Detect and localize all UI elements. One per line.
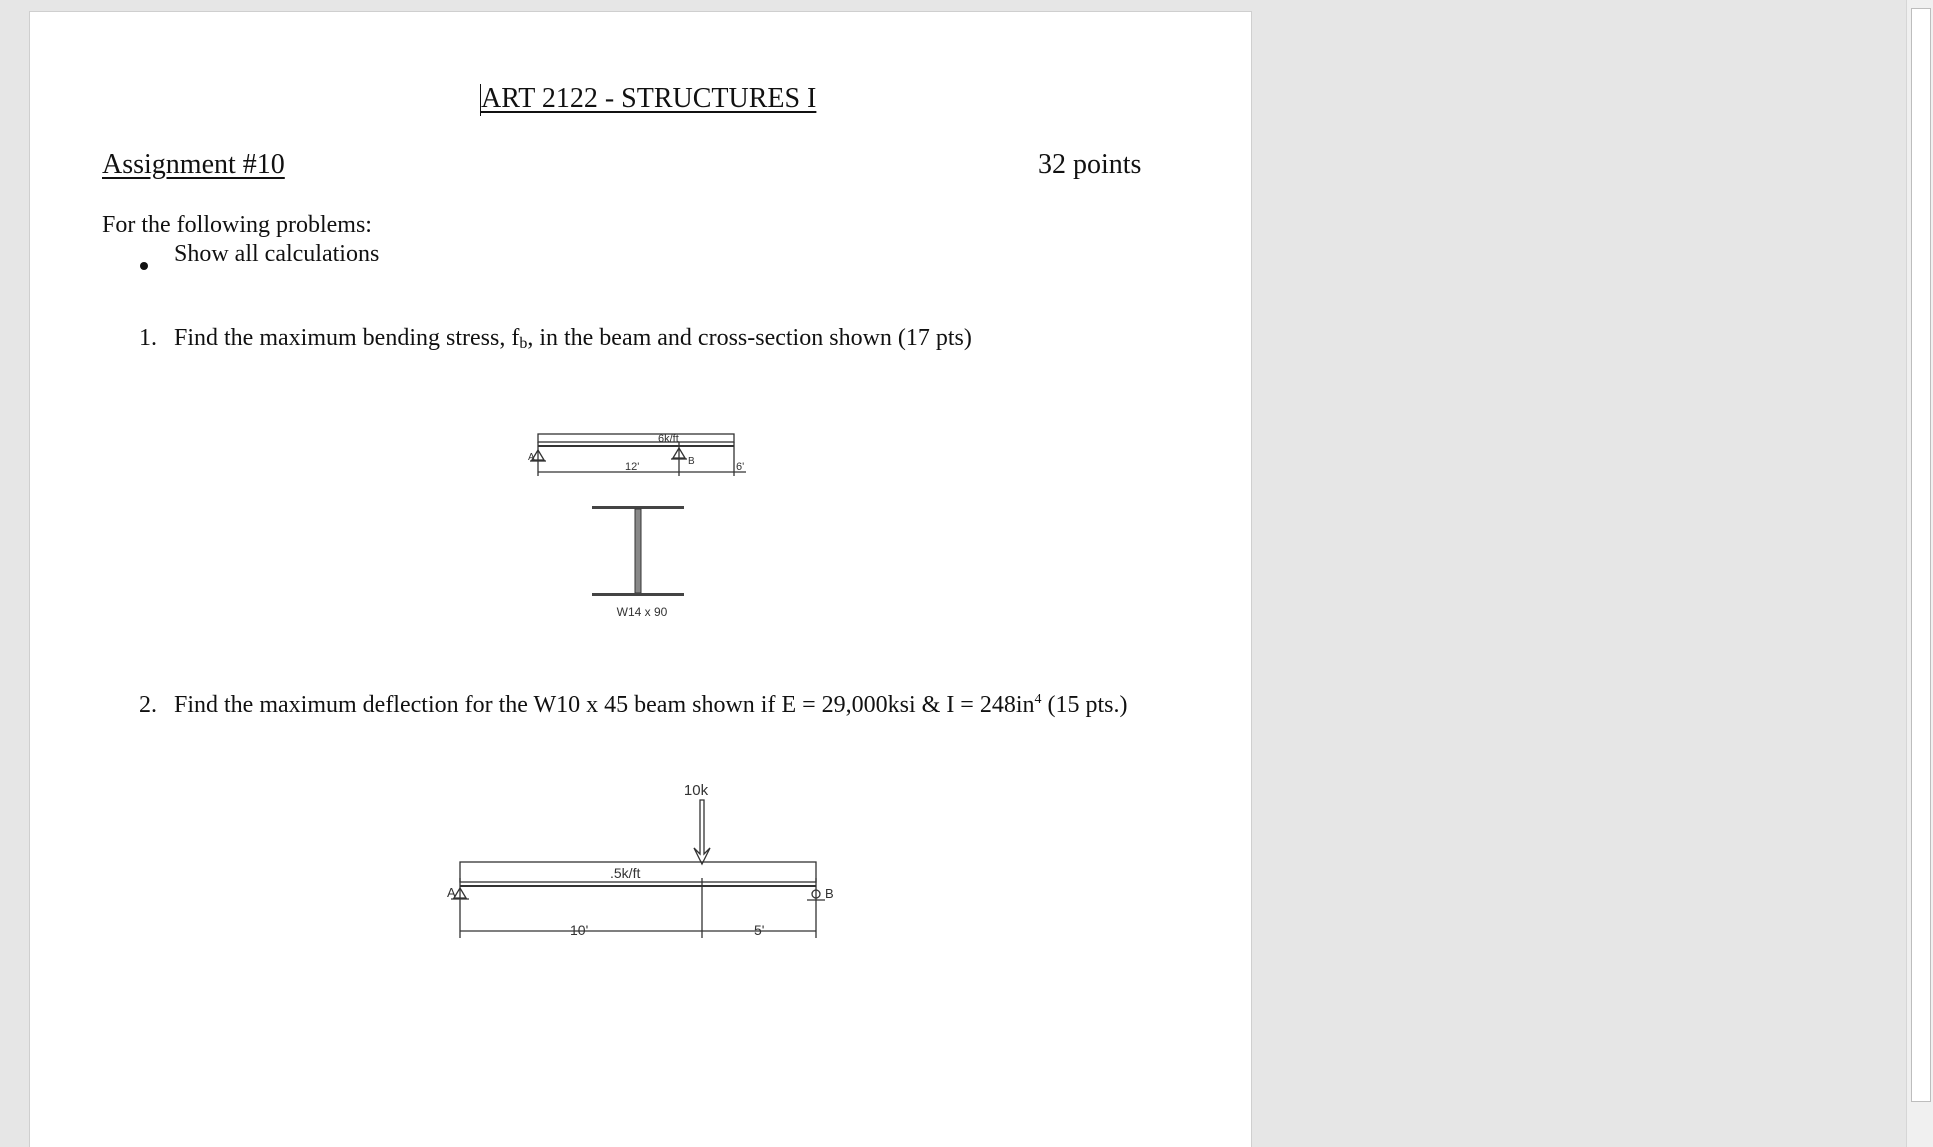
figure-1-section-label: W14 x 90 — [616, 605, 668, 619]
points-total: 32 points — [1038, 149, 1142, 180]
figure-1-cross-section — [592, 506, 684, 596]
scrollbar-thumb[interactable] — [1911, 8, 1931, 1102]
assignment-heading: Assignment #10 — [102, 149, 285, 180]
question-2-superscript: 4 — [1034, 692, 1042, 707]
figure-2-span-right-label: 5' — [754, 922, 765, 938]
figure-1-span-left-label: 12' — [625, 461, 640, 473]
figure-2-distributed-load-label: .5k/ft — [610, 865, 641, 881]
document-title: ART 2122 - STRUCTURES I — [481, 83, 817, 114]
figure-2-point-load-arrow-icon — [694, 800, 710, 864]
question-2-number: 2. — [139, 692, 157, 718]
figure-1-support-a-label: A — [528, 452, 535, 463]
figure-2-support-b-label: B — [825, 886, 834, 901]
question-1-number: 1. — [139, 325, 157, 351]
question-1-text-b: , in the beam and cross-section shown (17 pts) — [527, 325, 972, 351]
vertical-scrollbar[interactable] — [1906, 0, 1933, 1147]
figure-layer — [30, 12, 1252, 1147]
question-2-text — [174, 692, 1128, 719]
figure-1-span-right-label: 6' — [736, 461, 745, 473]
question-2-text-b: (15 pts.) — [1041, 692, 1128, 718]
figure-2-point-load-label: 10k — [683, 782, 709, 799]
question-2-text-a: Find the maximum deflection for the W10 x 45 beam shown if E = 29,000ksi & I = 248in — [174, 692, 1035, 718]
figure-1-support-b-label: B — [688, 456, 695, 467]
figure-2-span-left-label: 10' — [570, 922, 589, 938]
intro-text: For the following problems: — [102, 212, 372, 238]
bullet-item: Show all calculations — [174, 241, 380, 267]
question-1-text-a: Find the maximum bending stress, f — [174, 325, 520, 351]
web — [635, 509, 641, 593]
figure-1-load-label: 6k/ft — [658, 433, 679, 445]
figure-1-load-block — [538, 434, 734, 442]
figure-2-support-a-label: A — [447, 885, 456, 900]
document-page[interactable] — [29, 11, 1252, 1147]
question-1-subscript: b — [519, 335, 528, 352]
bottom-flange — [592, 593, 684, 596]
